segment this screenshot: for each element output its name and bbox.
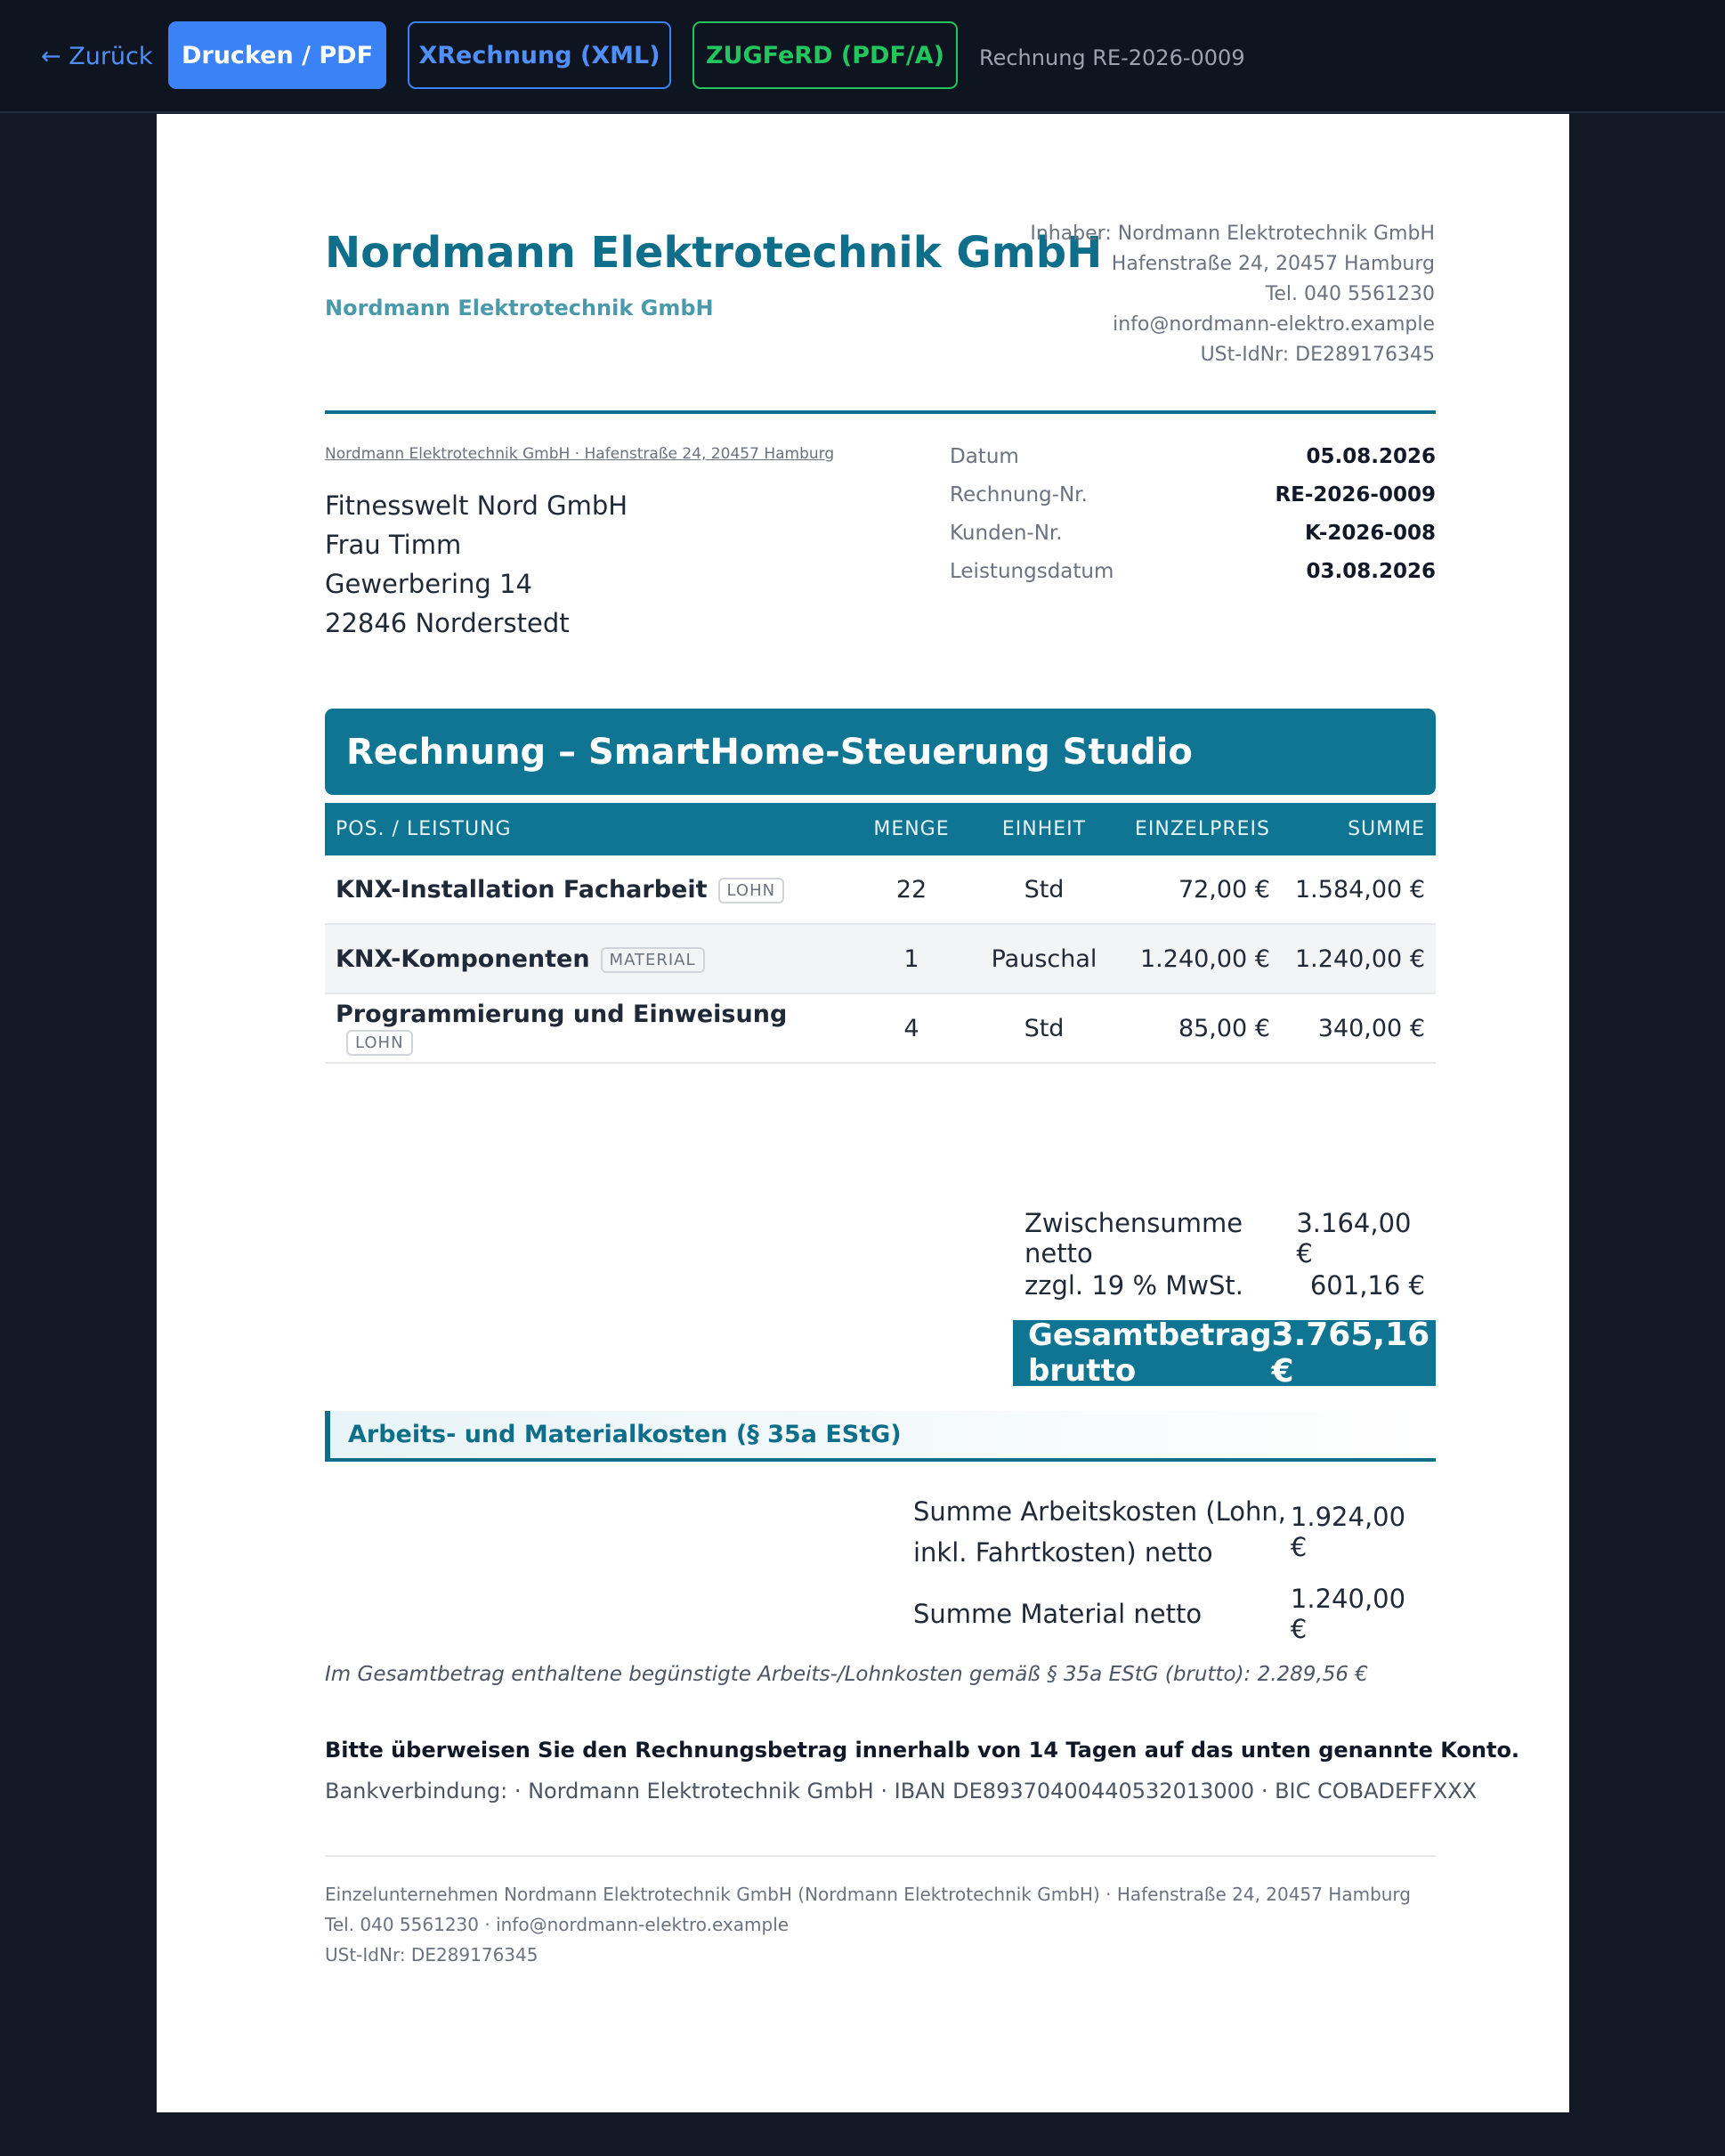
table-row: [325, 993, 1436, 1063]
cell-unit-price: 1.240,00 €: [1117, 924, 1281, 993]
meta-label: Datum: [950, 445, 1019, 468]
bank-details: Bankverbindung: · Nordmann Elektrotechnik GmbH · IBAN DE89370400440532013000 · BIC COBADEFFXXX: [325, 1779, 1478, 1803]
meta-row-date: [950, 445, 1436, 483]
meta-value: K-2026-008: [1305, 522, 1436, 545]
company-subtitle: Nordmann Elektrotechnik GmbH: [325, 296, 714, 320]
labor-costs-label: Summe Arbeitskosten (Lohn, inkl. Fahrtkosten) netto: [913, 1496, 1286, 1568]
cell-quantity: 22: [852, 855, 971, 924]
cell-unit: Std: [971, 855, 1117, 924]
item-type-badge: LOHN: [718, 878, 785, 904]
footer-line-company: Einzelunternehmen Nordmann Elektrotechnik GmbH (Nordmann Elektrotechnik GmbH) · Hafenstraße 24, 20457 Hamburg: [325, 1884, 1411, 1905]
meta-label: Kunden-Nr.: [950, 522, 1063, 545]
company-name: Nordmann Elektrotechnik GmbH: [325, 228, 1103, 278]
item-name: Programmierung und Einweisung: [336, 1001, 788, 1028]
cell-unit: Std: [971, 993, 1117, 1063]
column-header-position: POS. / LEISTUNG: [325, 803, 852, 855]
item-type-badge: LOHN: [346, 1030, 413, 1056]
vat-row: [1013, 1270, 1436, 1301]
payment-instructions: Bitte überweisen Sie den Rechnungsbetrag innerhalb von 14 Tagen auf das unten genannte Konto.: [325, 1738, 1520, 1763]
cost-breakdown-heading: Arbeits- und Materialkosten (§ 35a EStG): [325, 1411, 1436, 1462]
cell-unit: Pauschal: [971, 924, 1117, 993]
table-row: [325, 855, 1436, 924]
recipient-city: 22846 Norderstedt: [325, 608, 570, 638]
labor-costs-row: [913, 1489, 1436, 1575]
subtotal-value: 3.164,00 €: [1296, 1208, 1412, 1268]
vat-value: 601,16 €: [1309, 1270, 1425, 1301]
footer-line-vat-id: USt-IdNr: DE289176345: [325, 1944, 539, 1966]
grand-total-row: [1013, 1317, 1436, 1390]
footer-line-contact: Tel. 040 5561230 · info@nordmann-elektro.example: [325, 1914, 790, 1935]
column-header-total: SUMME: [1281, 803, 1436, 855]
table-header-row: [325, 803, 1436, 855]
material-costs-label: Summe Material netto: [913, 1599, 1203, 1629]
cell-total: 340,00 €: [1281, 993, 1436, 1063]
recipient-company: Fitnesswelt Nord GmbH: [325, 490, 628, 521]
meta-value: 03.08.2026: [1306, 560, 1436, 583]
recipient-contact: Frau Timm: [325, 530, 462, 560]
company-contact: [1030, 219, 1435, 370]
invoice-meta: [950, 445, 1436, 598]
cell-unit-price: 85,00 €: [1117, 993, 1281, 1063]
footer: [325, 1879, 1411, 1970]
meta-row-customer-number: [950, 522, 1436, 560]
meta-label: Leistungsdatum: [950, 560, 1114, 583]
zugferd-pdfa-button[interactable]: ZUGFeRD (PDF/A): [692, 21, 958, 89]
meta-label: Rechnung-Nr.: [950, 483, 1088, 507]
header-divider: [325, 410, 1436, 414]
cell-total: 1.584,00 €: [1281, 855, 1436, 924]
subtotal-label: Zwischensumme netto: [1024, 1208, 1243, 1268]
recipient-address: [325, 486, 628, 643]
item-name: KNX-Installation Facharbeit: [336, 875, 708, 904]
grand-total-label: Gesamtbetrag brutto: [1028, 1317, 1272, 1389]
tax-note-35a: Im Gesamtbetrag enthaltene begünstigte Arbeits-/Lohnkosten gemäß § 35a EStG (brutto): 2.289,56 €: [325, 1663, 1368, 1686]
footer-divider: [325, 1855, 1436, 1857]
recipient-street: Gewerbering 14: [325, 569, 532, 599]
contact-address: Hafenstraße 24, 20457 Hamburg: [1111, 253, 1435, 275]
material-costs-row: [913, 1584, 1436, 1644]
table-row: [325, 924, 1436, 993]
vat-label: zzgl. 19 % MwSt.: [1024, 1270, 1243, 1301]
cell-quantity: 4: [852, 993, 971, 1063]
meta-row-invoice-number: [950, 483, 1436, 522]
column-header-unit-price: EINZELPREIS: [1117, 803, 1281, 855]
column-header-unit: EINHEIT: [971, 803, 1117, 855]
cell-position: [325, 924, 852, 993]
sender-line: Nordmann Elektrotechnik GmbH · Hafenstraße 24, 20457 Hamburg: [325, 445, 835, 463]
meta-row-service-date: [950, 560, 1436, 598]
grand-total-value: 3.765,16 €: [1271, 1317, 1430, 1390]
xrechnung-xml-button[interactable]: XRechnung (XML): [408, 21, 671, 89]
contact-email: info@nordmann-elektro.example: [1113, 313, 1435, 336]
labor-costs-value: 1.924,00 €: [1290, 1502, 1406, 1562]
line-items-table: [325, 803, 1436, 1064]
invoice-title: Rechnung – SmartHome-Steuerung Studio: [325, 709, 1436, 795]
meta-value: 05.08.2026: [1306, 445, 1436, 468]
item-name: KNX-Komponenten: [336, 944, 590, 973]
print-pdf-button[interactable]: Drucken / PDF: [168, 21, 386, 89]
subtotal-row: [1013, 1208, 1436, 1268]
back-link[interactable]: ← Zurück: [41, 43, 153, 70]
meta-value: RE-2026-0009: [1275, 483, 1436, 507]
contact-vat-id: USt-IdNr: DE289176345: [1200, 344, 1435, 366]
cell-unit-price: 72,00 €: [1117, 855, 1281, 924]
toolbar: [0, 0, 1725, 113]
invoice-page: [157, 114, 1569, 2112]
cell-position: [325, 855, 852, 924]
cell-quantity: 1: [852, 924, 971, 993]
contact-phone: Tel. 040 5561230: [1265, 283, 1435, 305]
contact-owner: Inhaber: Nordmann Elektrotechnik GmbH: [1030, 223, 1435, 245]
material-costs-value: 1.240,00 €: [1290, 1584, 1406, 1644]
toolbar-title: Rechnung RE-2026-0009: [979, 45, 1245, 70]
cell-position: [325, 993, 852, 1063]
item-type-badge: MATERIAL: [601, 947, 705, 973]
column-header-quantity: MENGE: [852, 803, 971, 855]
cell-total: 1.240,00 €: [1281, 924, 1436, 993]
